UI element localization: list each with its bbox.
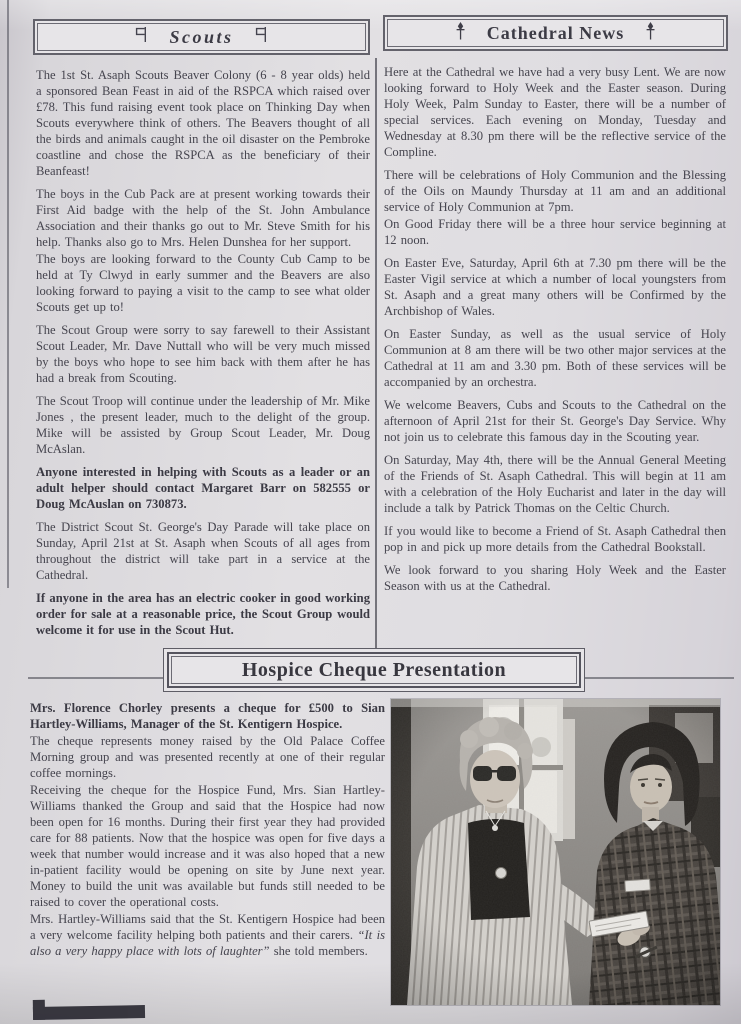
paragraph: Mrs. Florence Chorley presents a cheque for £500 to Sian Hartley-Williams, Manager of the St. Kentigern Hospice. — [30, 701, 385, 731]
cathedral-header-box — [383, 15, 728, 51]
scouts-header-box — [33, 19, 370, 55]
paragraph: The boys in the Cub Pack are at present working towards their First Aid badge with the help of the St. John Ambulance Association and their thanks go out to Mr. Steve Smith for his help. Thanks also go to Mrs. Helen Dunshea for her support. — [36, 187, 370, 249]
paragraph: The boys are looking forward to the County Cub Camp to be held at Ty Clwyd in early summer and the Beavers are also looking forward to paying a visit to the camp to see what older Scouts get up to! — [36, 252, 370, 314]
paragraph: We welcome Beavers, Cubs and Scouts to the Cathedral on the afternoon of April 21st for their St. George's Day Service. Why not join us to celebrate this famous day in the Scouting year. — [384, 398, 726, 444]
hospice-photo — [391, 699, 720, 1005]
paragraph: The District Scout St. George's Day Parade will take place on Sunday, April 21st at St. Asaph when Scouts of all ages from throughout the district will take part in a service at the Cathedral. — [36, 520, 370, 582]
hospice-title: Hospice Cheque Presentation — [241, 658, 507, 681]
paragraph: On Easter Eve, Saturday, April 6th at 7.30 pm there will be the Easter Vigil service at which a number of local youngsters from St. Asaph and a great many others will be Confirmed by the Archbishop of Wales. — [384, 256, 726, 318]
cathedral-title: Cathedral News — [486, 22, 625, 43]
hospice-column — [30, 700, 385, 960]
cathedral-column — [384, 64, 726, 601]
scan-edge-line — [7, 0, 9, 588]
scouts-title: Scouts — [169, 26, 234, 47]
paragraph: There will be celebrations of Holy Communion and the Blessing of the Oils on Maundy Thursday at 11 am and an additional service of Holy Communion at 7pm. — [384, 168, 726, 214]
scan-corner-mark — [33, 1005, 145, 1020]
paragraph: The cheque represents money raised by the Old Palace Coffee Morning group and was presented recently at one of their regular coffee mornings. — [30, 734, 385, 780]
cross-icon — [454, 22, 467, 45]
scout-flag-icon — [254, 26, 269, 48]
paragraph: If anyone in the area has an electric cooker in good working order for sale at a reasonable price, the Scout Group would welcome it for use in the Scout Hut. — [36, 591, 370, 637]
cross-icon — [644, 22, 657, 45]
paragraph: On Good Friday there will be a three hour service beginning at 12 noon. — [384, 217, 726, 247]
paragraph: On Saturday, May 4th, there will be the Annual General Meeting of the Friends of St. Asaph Cathedral. This will begin at 11 am with a celebration of the Holy Eucharist and later in the day will include a talk by Patrick Thomas on the Celtic Church. — [384, 453, 726, 515]
cheque-presentation-photo — [391, 699, 720, 1005]
paragraph: The 1st St. Asaph Scouts Beaver Colony (6 - 8 year olds) held a sponsored Bean Feast in aid of the RSPCA which raised over £78. This fund raising event took place on Thinking Day when Scouts everywhere think of others. The Beavers thought of all the birds and animals caught in the oil disaster on the Pembroke coastline and chose the RSPCA as the beneficiary of their Beanfeast! — [36, 68, 370, 178]
scout-flag-icon — [134, 26, 149, 48]
paragraph: Here at the Cathedral we have had a very busy Lent. We are now looking forward to Holy Week and the Easter season. During Holy Week, Palm Sunday to Easter, there will be a number of special services. Each evening on Monday, Tuesday and Wednesday at 8.30 pm there will be the reflective service of the Compline. — [384, 65, 726, 159]
paragraph: We look forward to you sharing Holy Week and the Easter Season with us at the Cathedral. — [384, 563, 726, 593]
paragraph: If you would like to become a Friend of St. Asaph Cathedral then pop in and pick up more details from the Cathedral Bookstall. — [384, 524, 726, 554]
paragraph: Anyone interested in helping with Scouts as a leader or an adult helper should contact Margaret Barr on 582555 or Doug McAuslan on 730873. — [36, 465, 370, 511]
hospice-header-box — [163, 648, 585, 692]
paragraph: The Scout Troop will continue under the leadership of Mr. Mike Jones , the present leader, much to the delight of the group. Mike will be assisted by Group Scout Leader, Mr. Doug McAslan. — [36, 394, 370, 456]
paragraph: On Easter Sunday, as well as the usual service of Holy Communion at 8 am there will be two other major services at the Cathedral at 11 am and 3.30 pm. Both of these services will be accompanied by an orchestra. — [384, 327, 726, 389]
paragraph: Mrs. Hartley-Williams said that the St. Kentigern Hospice had been a very welcome facility helping both patients and their carers. “It is also a very happy place with lots of laughter” she told members. — [30, 912, 385, 958]
paragraph: Receiving the cheque for the Hospice Fund, Mrs. Sian Hartley-Williams thanked the Group and said that the Hospice had now been open for 16 months. During their first year they had provided care for 88 patients. Now that the hospice was open for five days a week that number would increase and it was also hoped that a new in-patient facility would be opening on site by June next year. Money to build the unit was available but funds still needed to be raised to cover the operational costs. — [30, 783, 385, 909]
paragraph: The Scout Group were sorry to say farewell to their Assistant Scout Leader, Mr. Dave Nuttall who will be very much missed by the boys who hope to see him back with them after he has had a break from Scouting. — [36, 323, 370, 385]
column-divider — [375, 58, 377, 660]
scouts-column — [36, 67, 370, 645]
